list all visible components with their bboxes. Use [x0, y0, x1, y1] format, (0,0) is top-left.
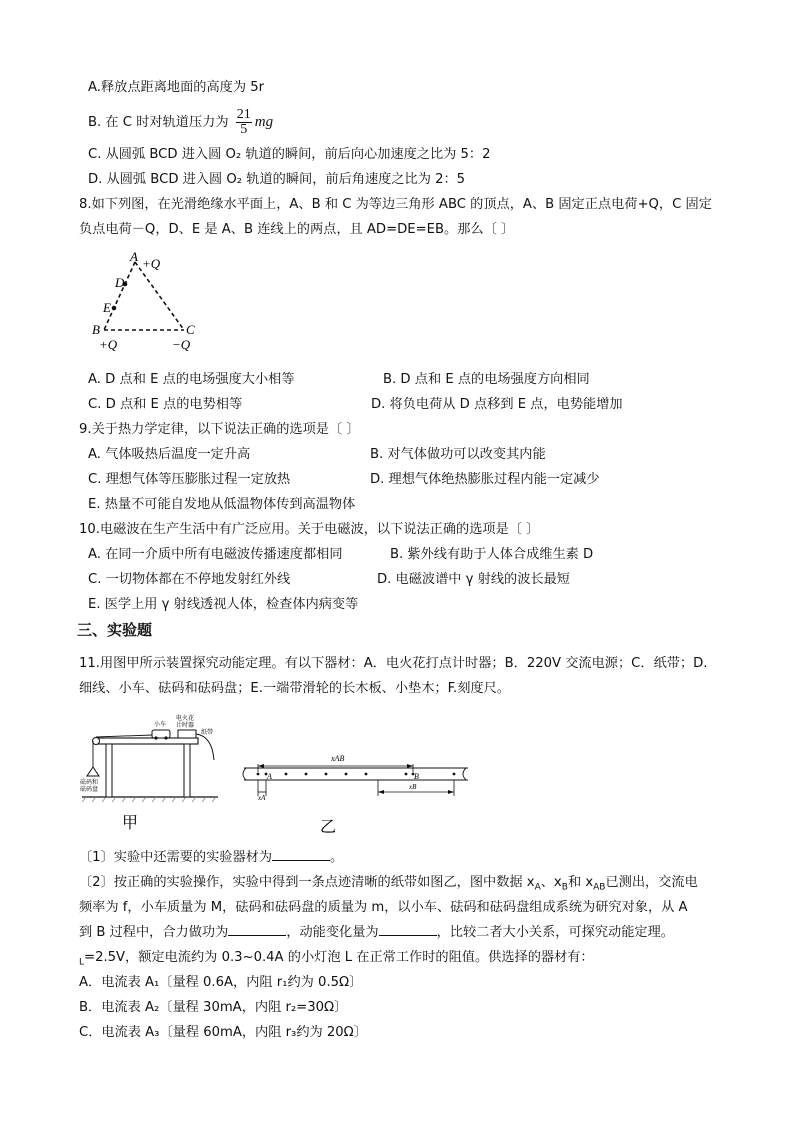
q9-option-c: C. 理想气体等压膨胀过程一定放热 [88, 472, 291, 487]
cart-wheel [154, 736, 157, 739]
subscript: L [79, 957, 85, 968]
answer-blank[interactable] [228, 935, 286, 936]
q12-option-b: B．电流表 A₂〔量程 30mA，内阻 r₂=30Ω〕 [79, 1000, 348, 1015]
q7-option-b-unit: mg [254, 114, 274, 130]
label-weight-line2: 砝码盘 [80, 786, 99, 793]
q10-stem: 10.电磁波在生产生活中有广泛应用。关于电磁波，以下说法正确的选项是〔 〕 [79, 522, 540, 537]
q7-option-c: C. 从圆弧 BCD 进入圆 O₂ 轨道的瞬间，前后向心加速度之比为 5：2 [88, 147, 491, 162]
q8-option-d: D. 将负电荷从 D 点移到 E 点，电势能增加 [371, 397, 623, 412]
q7-option-b-text: B. 在 C 时对轨道压力为 [88, 115, 229, 130]
ground-hatch [82, 797, 216, 802]
answer-blank[interactable] [272, 860, 330, 861]
fraction-numerator: 21 [236, 106, 251, 122]
label-c-charge: −Q [172, 337, 191, 352]
table-leg-right [184, 744, 190, 797]
q12-line1 [79, 949, 594, 972]
arrow-head [407, 764, 413, 768]
side-ac [135, 262, 184, 330]
label-d: D [115, 275, 125, 290]
spark-timer [178, 730, 196, 738]
apparatus-diagram [76, 712, 226, 832]
text-segment: 〔2〕按正确的实验操作，实验中得到一条点迹清晰的纸带如图乙，图中数据 x [79, 875, 535, 890]
q11-part2-line2: 频率为 f，小车质量为 M，砝码和砝码盘的质量为 m，以小车、砝码和砝码盘组成系统为研究对象，从 A [79, 900, 688, 915]
q9-option-b: B. 对气体做功可以改变其内能 [370, 447, 546, 462]
label-e: E [103, 300, 111, 315]
q8-option-a: A. D 点和 E 点的电场强度大小相等 [88, 372, 295, 387]
long-board [98, 738, 198, 744]
figure-caption-jia: 甲 [122, 813, 139, 832]
q12-option-c: C．电流表 A₃〔量程 60mA，内阻 r₃约为 20Ω〕 [79, 1025, 367, 1040]
q10-option-b: B. 紫外线有助于人体合成维生素 D [390, 547, 594, 562]
subscript: B [561, 882, 568, 893]
q11-stem-line1: 11.用图甲所示装置探究动能定理。有以下器材：A．电火花打点计时器；B．220V 交流电源；C．纸带；D. [79, 656, 708, 671]
q10-option-c: C. 一切物体都在不停地发射红外线 [88, 572, 291, 587]
q10-option-e: E. 医学上用 γ 射线透视人体，检查体内病变等 [88, 597, 359, 612]
arrow-head [378, 790, 384, 794]
q8-stem-line2: 负点电荷－Q，D、E 是 A、B 连线上的两点，且 AD=DE=EB。那么〔 〕 [79, 222, 515, 237]
q7-option-b [88, 106, 273, 139]
text-segment: ，比较二者大小关系，可探究动能定理。 [436, 925, 674, 940]
q9-stem: 9.关于热力学定律，以下说法正确的选项是〔 〕 [79, 422, 360, 437]
label-b-charge: +Q [99, 337, 118, 352]
q9-option-a: A. 气体吸热后温度一定升高 [88, 447, 251, 462]
text-segment: 、x [540, 875, 562, 890]
text-segment: =2.5V，额定电流约为 0.3~0.4A 的小灯泡 L 在正常工作时的阻值。供选择的器材有： [84, 950, 594, 965]
subscript: A [534, 882, 541, 893]
q8-option-b: B. D 点和 E 点的电场强度方向相同 [383, 372, 590, 387]
q10-option-a: A. 在同一介质中所有电磁波传播速度都相同 [88, 547, 343, 562]
string-horizontal [96, 735, 152, 737]
q7-option-a: A.释放点距离地面的高度为 5r [88, 80, 265, 95]
pulley [93, 738, 100, 745]
text-segment: 到 B 过程中，合力做功为 [79, 925, 229, 940]
q11-part1 [79, 849, 343, 867]
q11-stem-line2: 细线、小车、砝码和砝码盘；E.一端带滑轮的长木板、小垫木；F.刻度尺。 [79, 681, 510, 696]
label-xab: xAB [331, 754, 345, 763]
triangle-charge-diagram [90, 248, 210, 356]
subscript: AB [593, 882, 606, 893]
answer-blank[interactable] [379, 935, 437, 936]
q8-stem-line1: 8.如下列图，在光滑绝缘水平面上，A、B 和 C 为等边三角形 ABC 的顶点，A、B 固定正点电荷+Q，C 固定 [79, 197, 712, 212]
fraction-denominator: 5 [240, 121, 248, 137]
arrow-head [258, 764, 264, 768]
text-segment: 已测出，交流电 [605, 875, 698, 890]
text-segment: ，动能变化量为 [286, 925, 379, 940]
tape-dots [257, 773, 456, 776]
point-e [112, 306, 117, 311]
table-leg-left [106, 744, 112, 797]
cart-wheel [164, 736, 167, 739]
weight-pan [87, 767, 99, 776]
label-b: B [92, 322, 100, 337]
q11-part2-line1 [79, 874, 698, 897]
paper-tape [196, 734, 214, 760]
arrow-head [448, 790, 454, 794]
q9-option-e: E. 热量不可能自发地从低温物体传到高温物体 [88, 497, 356, 512]
q8-option-c: C. D 点和 E 点的电势相等 [88, 397, 243, 412]
label-timer-line2: 计时器 [176, 722, 195, 729]
cart [152, 730, 170, 738]
label-point-b: B [414, 772, 419, 781]
text-segment: 和 x [567, 875, 594, 890]
q11-part2-line3 [79, 924, 674, 942]
label-a-charge: +Q [142, 256, 161, 271]
tape-break-right [463, 768, 466, 780]
paper-tape-diagram [236, 748, 476, 838]
label-weight-line1: 砝码和 [80, 779, 99, 786]
label-point-a: A [267, 772, 272, 781]
figure-caption-yi: 乙 [320, 817, 337, 836]
label-cart: 小车 [154, 721, 167, 728]
q11-part1-text: 〔1〕实验中还需要的实验器材为 [79, 850, 273, 865]
label-a: A [130, 249, 138, 264]
q9-option-d: D. 理想气体绝热膨胀过程内能一定减少 [370, 472, 600, 487]
q10-option-d: D. 电磁波谱中 γ 射线的波长最短 [377, 572, 570, 587]
q7-option-d: D. 从圆弧 BCD 进入圆 O₂ 轨道的瞬间，前后角速度之比为 2：5 [88, 172, 466, 187]
label-c: C [186, 322, 195, 337]
side-ab [104, 262, 135, 330]
label-timer-line1: 电火花 [176, 715, 195, 722]
label-tape: 纸带 [201, 729, 214, 736]
q12-option-a: A．电流表 A₁〔量程 0.6A，内阻 r₁约为 0.5Ω〕 [79, 975, 363, 990]
section-heading: 三、实验题 [77, 621, 153, 639]
label-xb: xB [409, 783, 417, 791]
q7-fraction [236, 108, 252, 137]
q11-part1-end: 。 [330, 850, 344, 865]
tape-break-left [243, 768, 246, 780]
label-xa: xA [258, 794, 266, 802]
